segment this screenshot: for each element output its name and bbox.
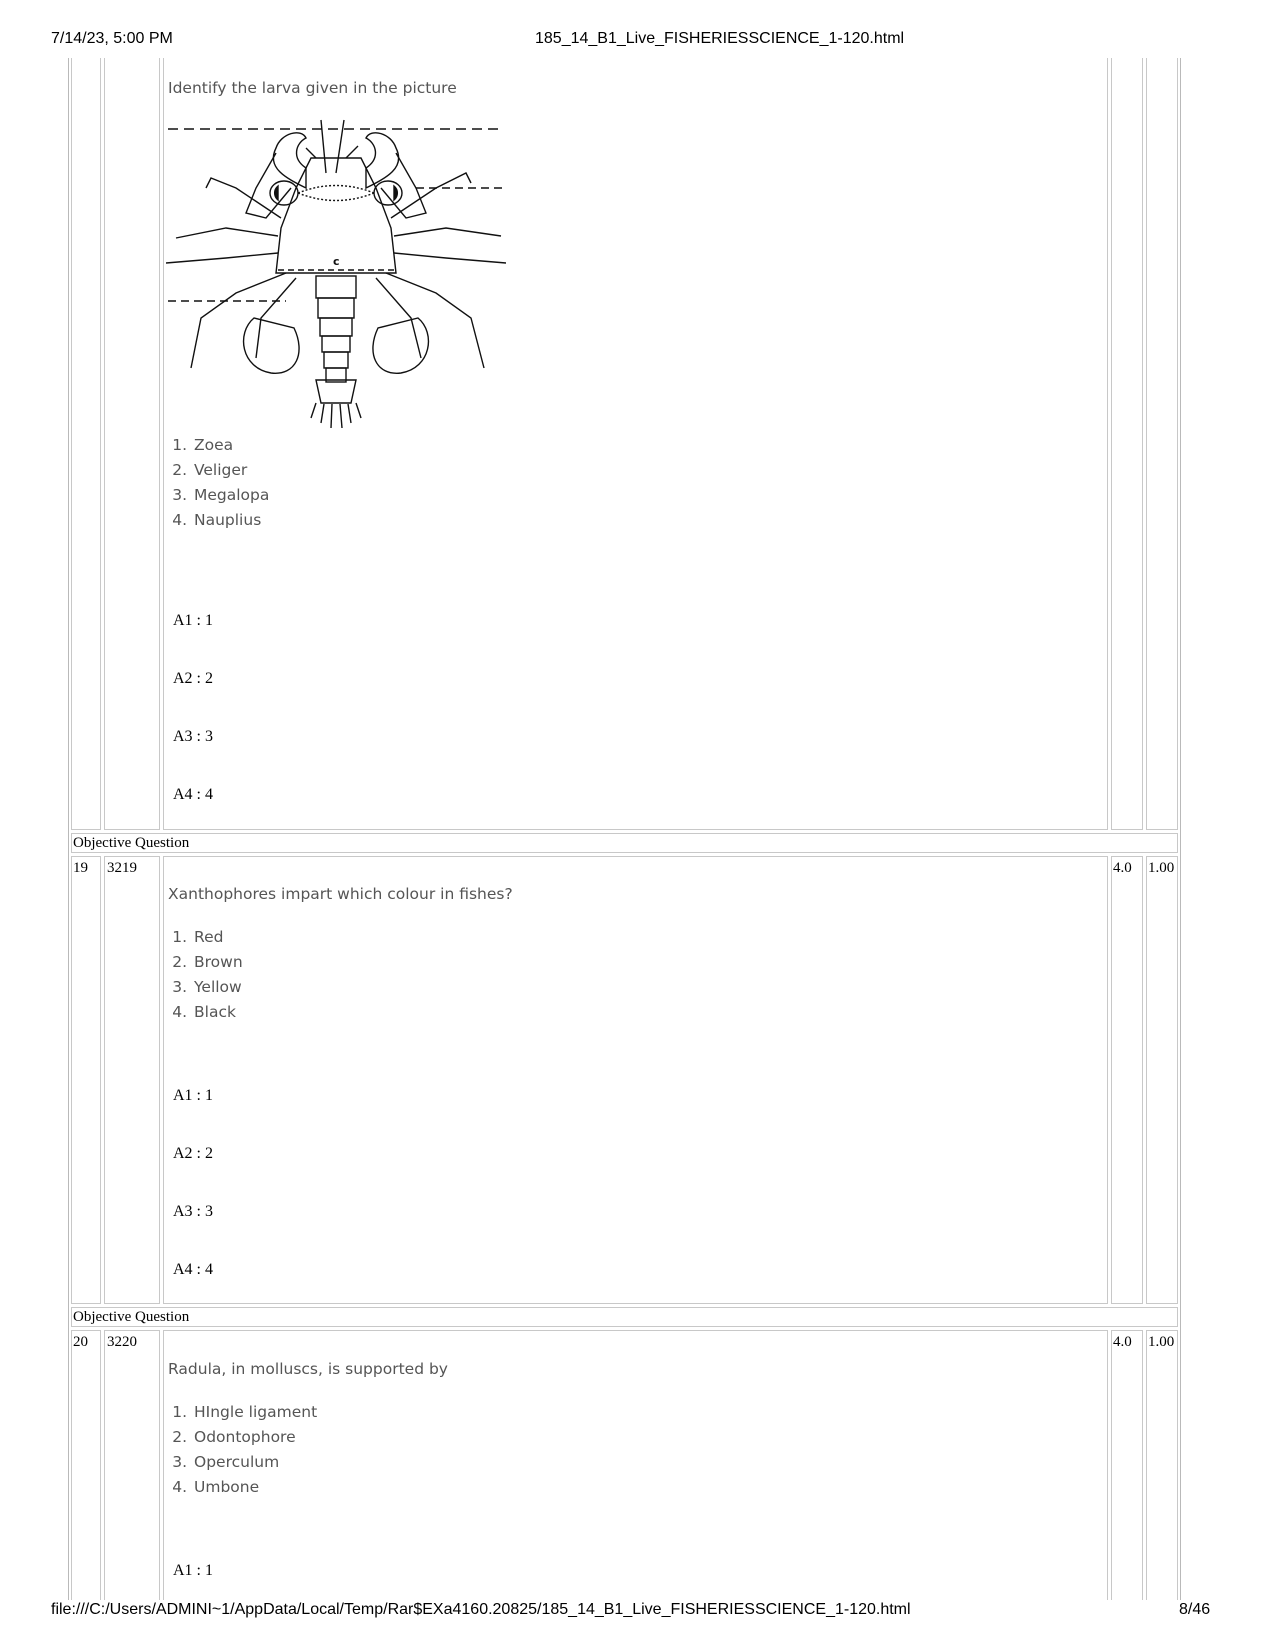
answer-option-row: A1 : 1 [173,1087,213,1104]
q19-negative-cell [1146,856,1178,1304]
q19-options-list [168,925,243,1025]
option-item: 2. Veliger [192,458,269,483]
option-item: 3. Yellow [192,975,243,1000]
q19-id-cell [104,856,160,1304]
option-item: 4. Black [192,1000,243,1025]
print-file-path: file:///C:/Users/ADMINI~1/AppData/Local/Temp/Rar$EXa4160.20825/185_14_B1_Live_FISHERIESSCIENCE_1-120.html [51,1601,911,1618]
print-file-title: 185_14_B1_Live_FISHERIESSCIENCE_1-120.html [535,30,905,47]
question-marks: 4.0 [1113,1334,1132,1350]
larva-figure [166,118,506,436]
q18-num-cell [71,58,101,830]
section-header-cell [71,833,1178,853]
answer-option-row: A4 : 4 [173,786,213,803]
question-id: 3219 [107,860,137,876]
answer-option-row: A4 : 4 [173,1261,213,1278]
q20-negative-cell [1146,1330,1178,1600]
q19-content-cell [163,856,1108,1304]
figure-label: c [333,255,340,268]
option-item: 2. Odontophore [192,1425,317,1450]
print-datetime: 7/14/23, 5:00 PM [51,30,173,47]
answer-option-row: A2 : 2 [173,1145,213,1162]
option-item: 3. Megalopa [192,483,269,508]
option-item: 1. Zoea [192,433,269,458]
q20-id-cell [104,1330,160,1600]
page-number: 8/46 [1179,1601,1211,1618]
answer-option-row: A1 : 1 [173,612,213,629]
question-negative-marks: 1.00 [1148,1334,1175,1350]
section-label: Objective Question [73,1309,190,1325]
question-text: Identify the larva given in the picture [168,79,457,97]
section-label: Objective Question [73,835,190,851]
answer-option-row: A3 : 3 [173,1203,213,1220]
section-header-cell [71,1307,1178,1327]
option-item: 4. Umbone [192,1475,317,1500]
answer-option-row: A3 : 3 [173,728,213,745]
q19-marks-cell [1111,856,1143,1304]
option-item: 1. HIngle ligament [192,1400,317,1425]
question-number: 20 [73,1334,88,1350]
question-text: Xanthophores impart which colour in fishes? [168,885,513,903]
q18-options-list [168,433,269,533]
q20-marks-cell [1111,1330,1143,1600]
q19-num-cell [71,856,101,1304]
option-item: 3. Operculum [192,1450,317,1475]
option-item: 4. Nauplius [192,508,269,533]
question-negative-marks: 1.00 [1148,860,1175,876]
q18-negative-cell [1146,58,1178,830]
question-marks: 4.0 [1113,860,1132,876]
question-number: 19 [73,860,88,876]
option-item: 2. Brown [192,950,243,975]
answer-option-row: A1 : 1 [173,1562,213,1579]
q18-id-cell [104,58,160,830]
question-text: Radula, in molluscs, is supported by [168,1360,448,1378]
q18-marks-cell [1111,58,1143,830]
question-id: 3220 [107,1334,137,1350]
q20-num-cell [71,1330,101,1600]
option-item: 1. Red [192,925,243,950]
answer-option-row: A2 : 2 [173,670,213,687]
q20-options-list [168,1400,317,1500]
